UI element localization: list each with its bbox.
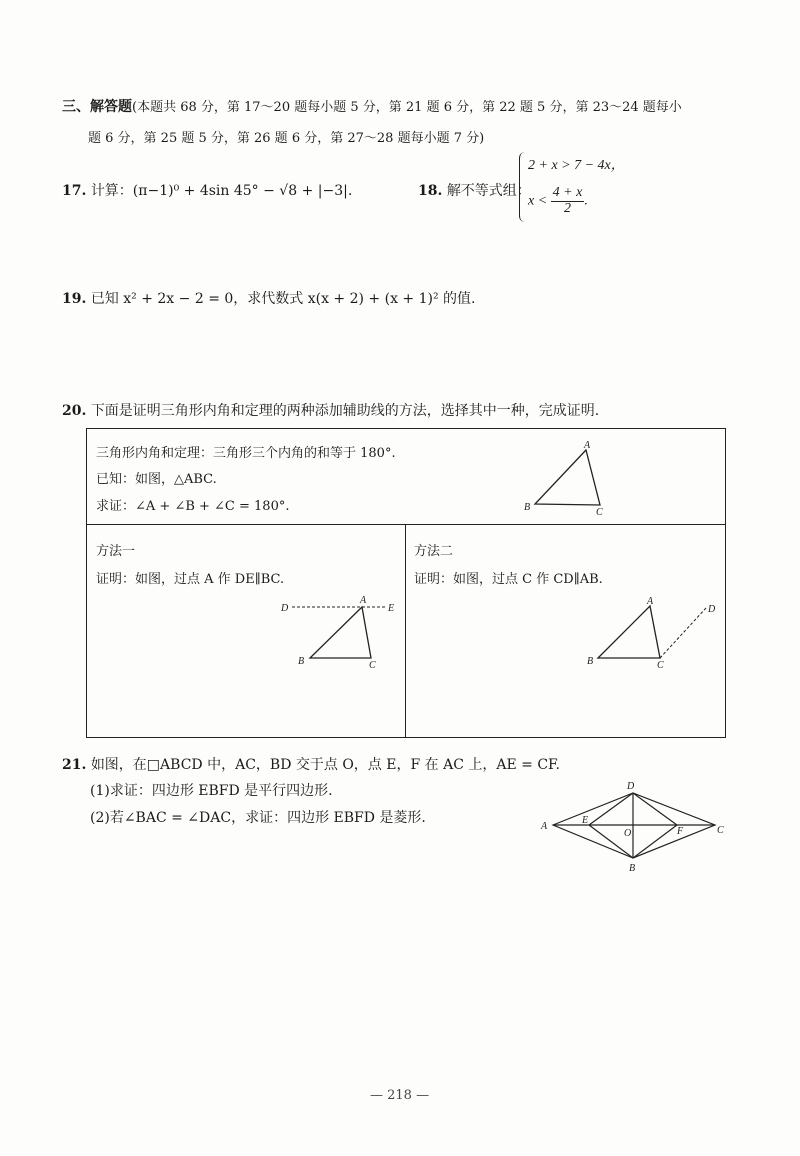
given-text: 已知：如图，△ABC. xyxy=(96,472,217,487)
label-a: A xyxy=(584,440,591,451)
m2-label-c: C xyxy=(657,660,664,671)
question-18 xyxy=(418,180,531,200)
method1-figure xyxy=(278,592,398,674)
question-20 xyxy=(62,400,599,420)
q20-number: 20. xyxy=(62,403,87,419)
theorem-text: 三角形内角和定理：三角形三个内角的和等于 180°. xyxy=(96,446,396,461)
page-number: — 218 — xyxy=(370,1088,430,1103)
m1-label-d: D xyxy=(281,603,289,614)
triangle-abc-m1 xyxy=(310,607,371,658)
q18-line2 xyxy=(528,186,588,216)
q18-line2-suffix: . xyxy=(584,193,588,209)
table-divider-h xyxy=(87,524,725,525)
q17-number: 17. xyxy=(62,183,87,199)
m1-label-a: A xyxy=(360,595,367,606)
method2-figure xyxy=(582,592,722,674)
label-c: C xyxy=(596,507,603,518)
p-label-a: A xyxy=(541,821,548,832)
line-cd-dashed xyxy=(660,608,706,658)
q17-text: 计算：(π−1)⁰ + 4sin 45° − √8 + |−3|. xyxy=(90,183,353,199)
q21-part1: (1)求证：四边形 EBFD 是平行四边形. xyxy=(90,783,333,799)
section-note-1: (本题共 68 分，第 17～20 题每小题 5 分，第 21 题 6 分，第 22 题 5 分，第 23～24 题每小 xyxy=(132,100,682,115)
question-19 xyxy=(62,288,475,308)
p-label-e: E xyxy=(582,815,589,826)
q21-text: 如图，在□ABCD 中，AC，BD 交于点 O，点 E，F 在 AC 上，AE = CF. xyxy=(90,757,561,773)
p-label-o: O xyxy=(624,828,632,839)
triangle-abc-figure xyxy=(520,438,620,518)
p-label-c: C xyxy=(717,825,724,836)
triangle-abc-m2 xyxy=(598,606,660,658)
m2-label-b: B xyxy=(587,656,594,667)
q21-part2: (2)若∠BAC = ∠DAC，求证：四边形 EBFD 是菱形. xyxy=(90,810,426,826)
method1-text: 证明：如图，过点 A 作 DE∥BC. xyxy=(96,572,285,587)
q20-text: 下面是证明三角形内角和定理的两种添加辅助线的方法，选择其中一种，完成证明. xyxy=(90,403,600,419)
m1-label-b: B xyxy=(298,656,305,667)
m1-label-c: C xyxy=(369,660,376,671)
m1-label-e: E xyxy=(388,603,395,614)
method2-text: 证明：如图，过点 C 作 CD∥AB. xyxy=(414,572,603,587)
q19-number: 19. xyxy=(62,291,87,307)
q18-line1: 2 + x > 7 − 4x， xyxy=(528,158,625,173)
question-21 xyxy=(62,754,560,774)
method1-title: 方法一 xyxy=(96,544,136,559)
section-note-2: 题 6 分，第 25 题 5 分，第 26 题 6 分，第 27～28 题每小题 7 分) xyxy=(88,131,485,146)
p-label-f: F xyxy=(677,826,684,837)
table-divider-v xyxy=(405,525,406,737)
q18-number: 18. xyxy=(418,183,443,199)
section-heading: 三、解答题 xyxy=(62,99,132,115)
parallelogram-figure xyxy=(535,776,735,876)
p-label-b: B xyxy=(629,863,636,874)
p-label-d: D xyxy=(627,781,635,792)
brace-icon xyxy=(519,152,528,222)
q18-frac-num: 4 + x xyxy=(552,185,583,200)
q18-text: 解不等式组： xyxy=(446,183,531,199)
triangle-abc xyxy=(535,450,600,505)
q21-number: 21. xyxy=(62,757,87,773)
q18-frac-den: 2 xyxy=(564,200,571,216)
q19-text: 已知 x² + 2x − 2 = 0，求代数式 x(x + 2) + (x + 1)² 的值. xyxy=(90,291,476,307)
section-heading-line xyxy=(62,96,682,116)
q18-line2-prefix: x < xyxy=(528,193,548,209)
prove-text: 求证：∠A + ∠B + ∠C = 180°. xyxy=(96,499,290,514)
method2-title: 方法二 xyxy=(414,544,454,559)
m2-label-a: A xyxy=(647,596,654,607)
m2-label-d: D xyxy=(708,604,716,615)
q18-fraction xyxy=(551,186,585,216)
question-17 xyxy=(62,180,352,200)
label-b: B xyxy=(524,502,531,513)
